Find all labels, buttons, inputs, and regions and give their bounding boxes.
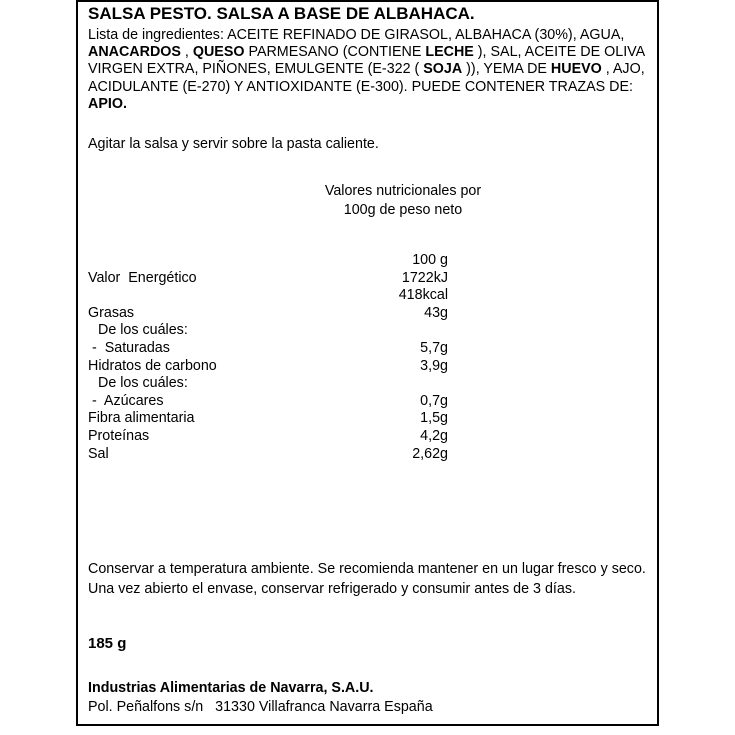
ingredient-text: Lista de ingredientes: ACEITE REFINADO DE GIRASOL, ALBAHACA (30%), AGUA,: [88, 27, 625, 43]
nutrition-row: [88, 340, 448, 358]
nutrition-header-line2: 100g de peso neto: [343, 202, 463, 218]
nutrient-name: Valor Energético: [88, 269, 197, 286]
nutrition-row: [88, 375, 448, 393]
allergen-text: ANACARDOS: [88, 44, 181, 61]
ingredients-list: [88, 27, 648, 113]
allergen-text: QUESO: [192, 44, 245, 61]
nutrition-row: [88, 446, 448, 464]
company-address: Pol. Peñalfons s/n 31330 Villafranca Navarra España: [88, 699, 433, 715]
nutrient-value: 3,9g: [420, 357, 448, 374]
nutrition-column-header: 100 g: [412, 252, 448, 268]
nutrient-name: Grasas: [88, 304, 135, 321]
product-label: [76, 0, 659, 726]
usage-instructions: Agitar la salsa y servir sobre la pasta caliente.: [88, 136, 379, 152]
ingredient-text: ,: [180, 44, 193, 61]
nutrition-rows: [88, 270, 448, 464]
nutrition-header: [288, 182, 518, 220]
allergen-text: HUEVO: [550, 61, 602, 78]
nutrient-value: 418kcal: [398, 287, 448, 304]
nutrition-row: [88, 428, 448, 446]
nutrition-header-line1: Valores nutricionales por: [324, 183, 482, 199]
nutrition-column-header-row: [88, 252, 448, 270]
nutrient-name: Sal: [88, 445, 109, 462]
nutrition-row: [88, 393, 448, 411]
ingredient-text: , AJO, ACIDULANTE (E-270) Y ANTIOXIDANTE (E-300). PUEDE CONTENER TRAZAS DE:: [88, 61, 645, 95]
nutrient-value: 4,2g: [420, 427, 448, 444]
nutrition-row: [88, 270, 448, 288]
nutrition-row: [88, 305, 448, 323]
nutrition-row: [88, 358, 448, 376]
allergen-text: LECHE: [425, 44, 474, 61]
nutrient-value: 5,7g: [420, 339, 448, 356]
nutrition-row: [88, 410, 448, 428]
allergen-text: SOJA: [423, 61, 463, 78]
nutrition-row: [88, 287, 448, 305]
product-title: SALSA PESTO. SALSA A BASE DE ALBAHACA.: [88, 4, 475, 23]
nutrient-name: - Saturadas: [92, 339, 170, 356]
nutrient-name: Proteínas: [88, 427, 150, 444]
net-weight: 185 g: [88, 635, 127, 652]
nutrient-value: 2,62g: [412, 445, 448, 462]
nutrient-value: 1722kJ: [401, 269, 448, 286]
ingredient-text: PARMESANO (CONTIENE: [244, 44, 426, 61]
nutrient-name: Hidratos de carbono: [88, 357, 217, 374]
nutrient-name: - Azúcares: [92, 392, 164, 409]
storage-instructions: Conservar a temperatura ambiente. Se recomienda mantener en un lugar fresco y seco. Una vez abierto el envase, conservar refrigerado y consumir antes de 3 días.: [88, 561, 646, 597]
ingredient-text: )), YEMA DE: [462, 61, 551, 78]
allergen-text: APIO.: [88, 95, 127, 112]
nutrient-name: De los cuáles:: [98, 322, 188, 339]
company-name: Industrias Alimentarias de Navarra, S.A.U.: [88, 680, 374, 696]
nutrition-row: [88, 322, 448, 340]
nutrient-name: Fibra alimentaria: [88, 410, 195, 427]
nutrient-value: 1,5g: [420, 410, 448, 427]
nutrient-value: 0,7g: [420, 392, 448, 409]
nutrition-table: [88, 252, 448, 463]
ingredient-text: ), SAL, ACEITE DE OLIVA VIRGEN EXTRA, PIÑONES, EMULGENTE (E-322 (: [88, 44, 645, 78]
nutrient-value: 43g: [424, 304, 448, 321]
nutrient-name: De los cuáles:: [98, 375, 188, 392]
